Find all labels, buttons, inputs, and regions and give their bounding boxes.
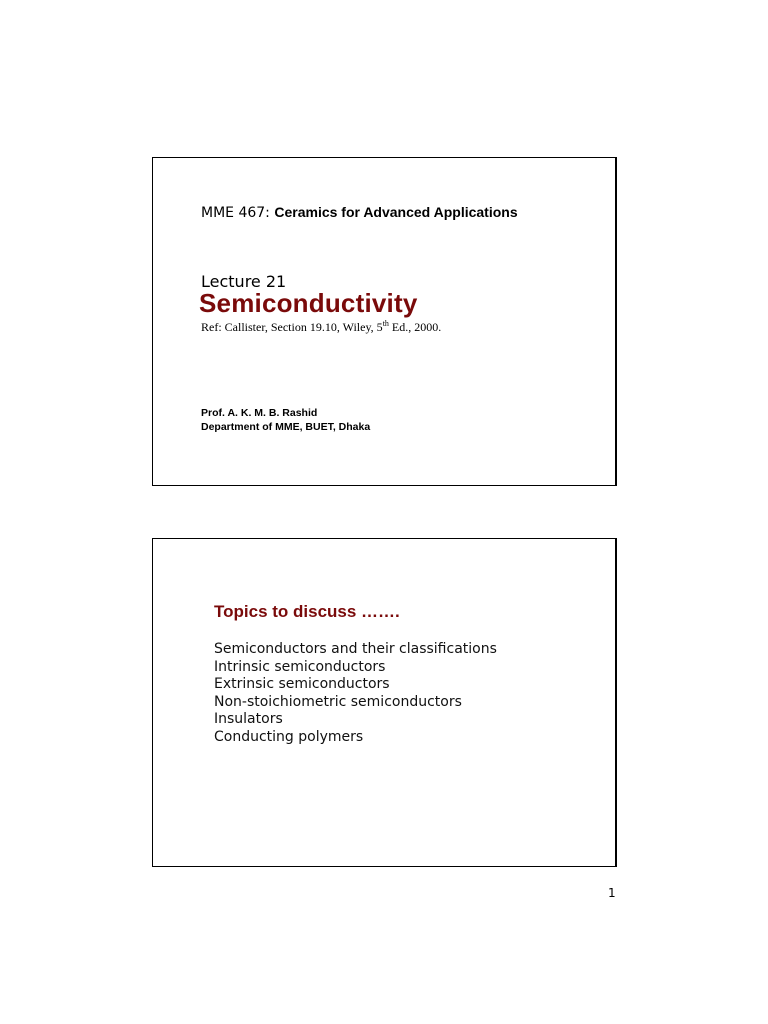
list-item: Extrinsic semiconductors — [214, 676, 390, 693]
course-name: Ceramics for Advanced Applications — [274, 204, 518, 220]
lecture-number: Lecture 21 — [201, 272, 287, 291]
topics-slide — [152, 538, 617, 867]
reference-superscript: th — [382, 319, 389, 328]
topics-heading: Topics to discuss ……. — [214, 602, 400, 621]
list-item: Conducting polymers — [214, 728, 364, 745]
course-line — [201, 204, 518, 221]
reference-text: Ref: Callister, Section 19.10, Wiley, 5 — [201, 320, 383, 334]
title-slide — [152, 157, 617, 486]
list-item: Semiconductors and their classifications — [214, 641, 497, 657]
author-name: Prof. A. K. M. B. Rashid — [201, 407, 318, 419]
page-number: 1 — [608, 886, 616, 900]
reference-text-end: Ed., 2000. — [388, 320, 442, 334]
list-item: Insulators — [214, 711, 283, 728]
list-item: Non-stoichiometric semiconductors — [214, 693, 462, 710]
course-code: MME 467: — [201, 205, 270, 221]
list-item: Intrinsic semiconductors — [214, 658, 386, 675]
reference-line — [201, 320, 441, 335]
topics-list — [214, 641, 497, 747]
lecture-title: Semiconductivity — [199, 288, 418, 318]
department: Department of MME, BUET, Dhaka — [201, 421, 371, 433]
